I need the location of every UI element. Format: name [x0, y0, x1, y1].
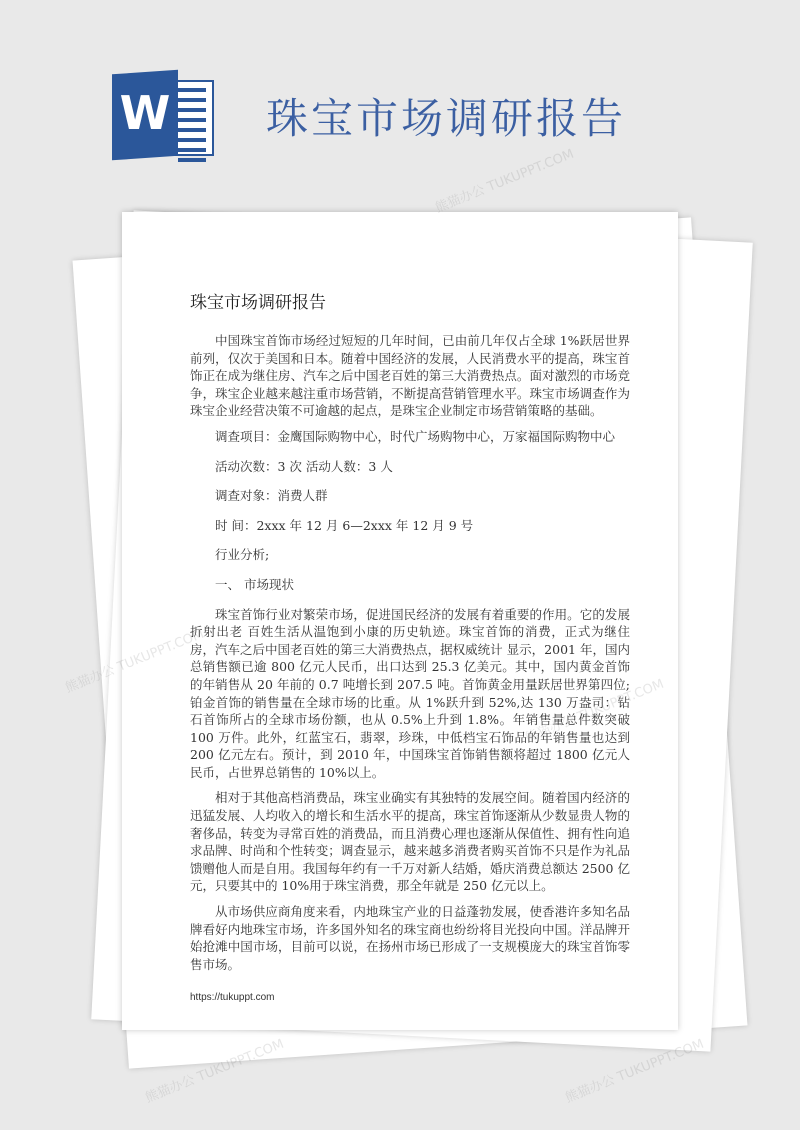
paragraph-survey-target: 调查对象：消费人群 [215, 488, 328, 504]
banner-title: 珠宝市场调研报告 [266, 94, 627, 143]
section-heading-market-status: 一、 市场现状 [215, 576, 294, 592]
watermark: 熊猫办公 TUKUPPT.COM [143, 1036, 287, 1107]
paragraph-market-status: 珠宝首饰行业对繁荣市场，促进国民经济的发展有着重要的作用。它的发展折射出老 百姓生活从温饱到小康的历史轨迹。珠宝首饰的消费，正式为继住房，汽车之后中国老百姓的第三大消费热点，据权威统计 显示，2001 年，国内总销售额已逾 800 亿元人民币，出口达到 25.3 亿美元。其中，国内黄金首饰的年销售从 20 年前的 0.7 吨增长到 207.5 吨。首饰黄金用量跃居世界第四位;铂金首饰的销售量在全球市场的比重。从 1%跃升到 52%,达 130 万盎司：钻石首饰所占的全球市场份额，也从 0.5%上升到 1.8%。年销售量总件数突破 100 万件。此外，红蓝宝石，翡翠，珍珠，中低档宝石饰品的年销售量也达到 200 亿元左右。预计，到 2010 年，中国珠宝首饰销售额将超过 1800 亿元人民币，占世界总销售的 10%以上。 [190, 606, 630, 780]
document-title: 珠宝市场调研报告 [190, 293, 326, 313]
watermark: 熊猫办公 TUKUPPT.COM [563, 1036, 707, 1107]
paragraph-activity-count: 活动次数：3 次 活动人数：3 人 [215, 458, 393, 474]
watermark: 熊猫办公 TUKUPPT.COM [433, 146, 577, 217]
paragraph-time: 时 间：2xxx 年 12 月 6—2xxx 年 12 月 9 号 [215, 517, 474, 533]
document-page [122, 212, 678, 1030]
paragraph-intro: 中国珠宝首饰市场经过短短的几年时间，已由前几年仅占全球 1%跃居世界前列，仅次于美国和日本。随着中国经济的发展，人民消费水平的提高，珠宝首饰正在成为继住房、汽车之后中国老百姓的第三大消费热点。面对激烈的市场竞争，珠宝企业越来越注重市场营销，不断提高营销管理水平。珠宝市场调查作为珠宝企业经营决策不可逾越的起点，是珠宝企业制定市场营销策略的基础。 [190, 333, 630, 419]
paragraph-development-space: 相对于其他高档消费品，珠宝业确实有其独特的发展空间。随着国内经济的迅猛发展、人均收入的增长和生活水平的提高，珠宝首饰逐渐从少数显贵人物的奢侈品，转变为寻常百姓的消费品，而且消费心理也逐渐从保值性、拥有性向追求品牌、时尚和个性转变；调查显示，越来越多消费者购买首饰不只是作为礼品馈赠他人而是自用。我国每年约有一千万对新人结婚，婚庆消费总额达 2500 亿元，只要其中的 10%用于珠宝消费，那全年就是 250 亿元以上。 [190, 790, 630, 894]
word-badge [112, 70, 178, 161]
word-icon [112, 72, 214, 158]
paragraph-survey-project: 调查项目：金鹰国际购物中心，时代广场购物中心，万家福国际购物中心 [215, 428, 616, 444]
word-letter: W [119, 86, 171, 140]
watermark: 熊猫办公 [63, 662, 118, 697]
document-body [190, 332, 630, 981]
banner [0, 0, 800, 200]
paragraph-industry-analysis: 行业分析; [215, 547, 270, 563]
footer-url: https://tukuppt.com [190, 992, 275, 1003]
paragraph-suppliers: 从市场供应商角度来看，内地珠宝产业的日益蓬勃发展，使香港许多知名品牌看好内地珠宝市场，许多国外知名的珠宝商也纷纷将目光投向中国。洋品牌开始抢滩中国市场，目前可以说，在扬州市场已形成了一支规模庞大的珠宝首饰零售市场。 [190, 904, 630, 972]
